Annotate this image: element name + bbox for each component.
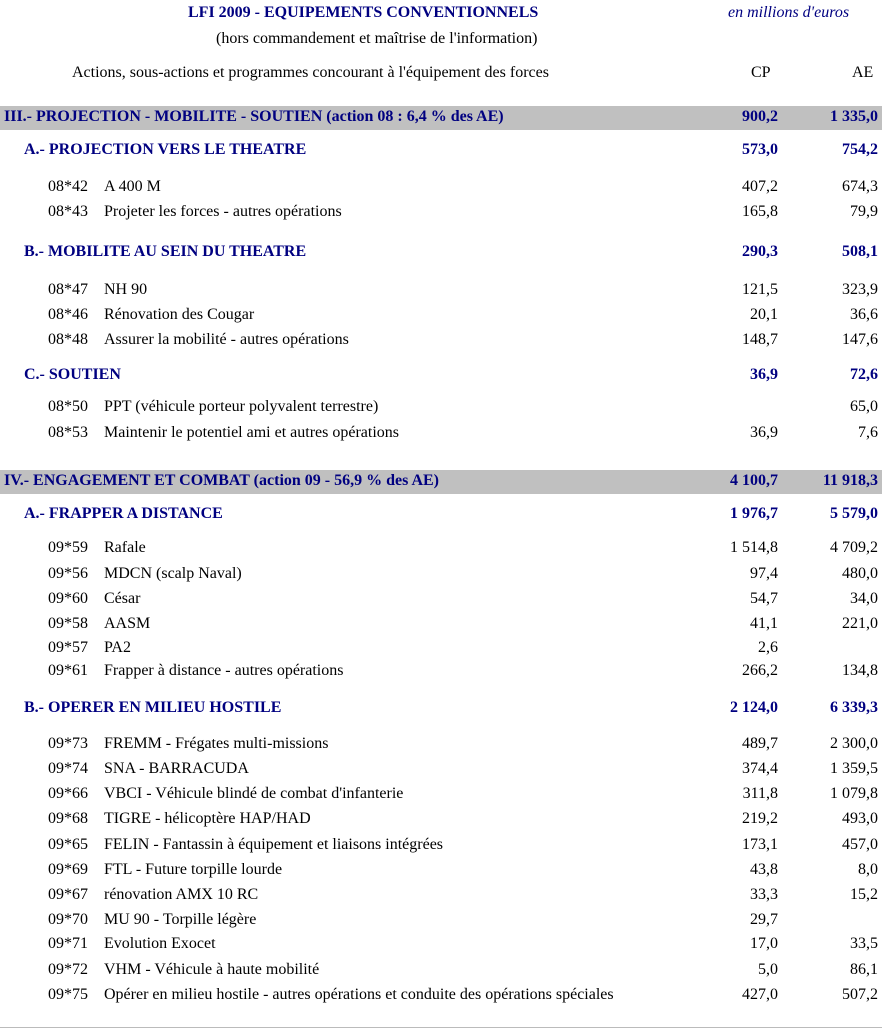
program-code: 08*48: [48, 331, 88, 348]
table-row: [48, 861, 282, 879]
action-label: III.- PROJECTION - MOBILITE - SOUTIEN (action 08 : 6,4 % des AE): [4, 108, 504, 125]
program-ae: 65,0: [850, 398, 878, 415]
program-cp: 311,8: [742, 785, 778, 802]
program-ae: 134,8: [842, 662, 878, 679]
program-ae: 7,6: [858, 424, 878, 441]
program-cp: 97,4: [750, 565, 778, 582]
page-title: LFI 2009 - EQUIPEMENTS CONVENTIONNELS: [188, 4, 539, 21]
table-row: [48, 565, 242, 583]
program-cp: 41,1: [750, 615, 778, 632]
program-code: 09*56: [48, 565, 88, 582]
table-row: [48, 331, 349, 349]
table-row: [48, 961, 319, 979]
bottom-divider: [0, 1027, 882, 1028]
program-name: FTL - Future torpille lourde: [104, 861, 283, 878]
program-name: Assurer la mobilité - autres opérations: [104, 331, 349, 348]
program-ae: 507,2: [842, 986, 878, 1003]
subaction-heading: A.- FRAPPER A DISTANCE: [24, 505, 223, 522]
program-name: Projeter les forces - autres opérations: [104, 203, 342, 220]
table-row: [48, 810, 311, 828]
program-ae: 2 300,0: [830, 735, 878, 752]
program-cp: 5,0: [758, 961, 778, 978]
program-name: Opérer en milieu hostile - autres opérations et conduite des opérations spéciales: [104, 986, 614, 1003]
table-row: [48, 836, 443, 854]
program-code: 08*53: [48, 424, 88, 441]
program-cp: 219,2: [742, 810, 778, 827]
table-row: [48, 281, 147, 299]
program-code: 09*73: [48, 735, 88, 752]
program-ae: 8,0: [858, 861, 878, 878]
program-code: 09*66: [48, 785, 88, 802]
program-code: 09*58: [48, 615, 88, 632]
program-name: MU 90 - Torpille légère: [104, 911, 257, 928]
program-name: TIGRE - hélicoptère HAP/HAD: [104, 810, 311, 827]
program-cp: 43,8: [750, 861, 778, 878]
subaction-ae: 72,6: [850, 366, 878, 383]
table-row: [48, 615, 150, 633]
program-name: Frapper à distance - autres opérations: [104, 662, 344, 679]
program-ae: 79,9: [850, 203, 878, 220]
program-code: 08*50: [48, 398, 88, 415]
program-cp: 1 514,8: [730, 539, 778, 556]
program-code: 09*59: [48, 539, 88, 556]
program-ae: 33,5: [850, 935, 878, 952]
program-code: 08*42: [48, 178, 88, 195]
program-ae: 457,0: [842, 836, 878, 853]
program-ae: 1 359,5: [830, 760, 878, 777]
program-ae: 4 709,2: [830, 539, 878, 556]
program-name: AASM: [104, 615, 151, 632]
subaction-ae: 6 339,3: [830, 699, 878, 716]
program-name: rénovation AMX 10 RC: [104, 886, 259, 903]
program-ae: 34,0: [850, 590, 878, 607]
program-code: 08*47: [48, 281, 88, 298]
program-name: Evolution Exocet: [104, 935, 216, 952]
program-cp: 173,1: [742, 836, 778, 853]
table-row: [48, 590, 140, 608]
column-header-label: Actions, sous-actions et programmes concourant à l'équipement des forces: [72, 64, 549, 81]
table-row: [48, 424, 399, 442]
action-band: [0, 470, 882, 494]
subaction-cp: 2 124,0: [730, 699, 778, 716]
program-name: Rénovation des Cougar: [104, 306, 255, 323]
program-cp: 148,7: [742, 331, 778, 348]
action-cp: 4 100,7: [730, 472, 778, 489]
program-ae: 221,0: [842, 615, 878, 632]
program-name: VBCI - Véhicule blindé de combat d'infanterie: [104, 785, 404, 802]
program-ae: 36,6: [850, 306, 878, 323]
program-cp: 374,4: [742, 760, 778, 777]
subaction-heading: C.- SOUTIEN: [24, 366, 121, 383]
program-ae: 1 079,8: [830, 785, 878, 802]
table-row: [48, 203, 342, 221]
program-code: 09*60: [48, 590, 88, 607]
program-name: Maintenir le potentiel ami et autres opérations: [104, 424, 400, 441]
action-cp: 900,2: [742, 108, 778, 125]
program-ae: 674,3: [842, 178, 878, 195]
program-cp: 29,7: [750, 911, 778, 928]
program-name: A 400 M: [104, 178, 161, 195]
table-row: [48, 785, 403, 803]
program-code: 09*71: [48, 935, 88, 952]
program-name: SNA - BARRACUDA: [104, 760, 249, 777]
program-cp: 54,7: [750, 590, 778, 607]
subaction-ae: 5 579,0: [830, 505, 878, 522]
table-row: [48, 735, 328, 753]
table-row: [48, 886, 258, 904]
program-cp: 36,9: [750, 424, 778, 441]
program-code: 09*70: [48, 911, 88, 928]
program-cp: 489,7: [742, 735, 778, 752]
column-header-ae: AE: [852, 64, 874, 81]
subaction-ae: 754,2: [842, 141, 878, 158]
column-header-cp: CP: [751, 64, 771, 81]
subaction-cp: 573,0: [742, 141, 778, 158]
subaction-heading: A.- PROJECTION VERS LE THEATRE: [24, 141, 307, 158]
program-name: Rafale: [104, 539, 146, 556]
table-row: [48, 398, 378, 416]
program-name: PA2: [104, 639, 131, 656]
program-code: 08*46: [48, 306, 88, 323]
program-ae: 86,1: [850, 961, 878, 978]
table-row: [48, 662, 343, 680]
program-code: 09*72: [48, 961, 88, 978]
program-ae: 15,2: [850, 886, 878, 903]
program-ae: 480,0: [842, 565, 878, 582]
table-row: [48, 935, 216, 953]
subaction-cp: 290,3: [742, 243, 778, 260]
action-ae: 1 335,0: [830, 108, 878, 125]
program-cp: 121,5: [742, 281, 778, 298]
program-name: FELIN - Fantassin à équipement et liaisons intégrées: [104, 836, 444, 853]
program-cp: 407,2: [742, 178, 778, 195]
program-cp: 165,8: [742, 203, 778, 220]
program-cp: 20,1: [750, 306, 778, 323]
program-cp: 427,0: [742, 986, 778, 1003]
table-row: [48, 539, 146, 557]
table-row: [48, 911, 256, 929]
program-name: FREMM - Frégates multi-missions: [104, 735, 329, 752]
subaction-heading: B.- MOBILITE AU SEIN DU THEATRE: [24, 243, 307, 260]
subaction-ae: 508,1: [842, 243, 878, 260]
program-code: 09*57: [48, 639, 88, 656]
program-cp: 266,2: [742, 662, 778, 679]
program-name: NH 90: [104, 281, 148, 298]
subaction-cp: 36,9: [750, 366, 778, 383]
program-code: 09*61: [48, 662, 88, 679]
table-row: [48, 760, 249, 778]
program-code: 09*67: [48, 886, 88, 903]
program-cp: 17,0: [750, 935, 778, 952]
program-ae: 493,0: [842, 810, 878, 827]
program-ae: 147,6: [842, 331, 878, 348]
table-row: [48, 639, 131, 657]
program-code: 09*65: [48, 836, 88, 853]
program-name: MDCN (scalp Naval): [104, 565, 242, 582]
table-row: [48, 986, 614, 1004]
page-subtitle: (hors commandement et maîtrise de l'information): [216, 30, 538, 47]
table-row: [48, 178, 161, 196]
program-name: César: [104, 590, 141, 607]
subaction-heading: B.- OPERER EN MILIEU HOSTILE: [24, 699, 282, 716]
program-name: PPT (véhicule porteur polyvalent terrestre): [104, 398, 379, 415]
program-name: VHM - Véhicule à haute mobilité: [104, 961, 320, 978]
program-ae: 323,9: [842, 281, 878, 298]
subaction-cp: 1 976,7: [730, 505, 778, 522]
program-code: 08*43: [48, 203, 88, 220]
program-code: 09*68: [48, 810, 88, 827]
program-code: 09*74: [48, 760, 88, 777]
action-ae: 11 918,3: [822, 472, 878, 489]
unit-note: en millions d'euros: [728, 4, 850, 21]
program-cp: 33,3: [750, 886, 778, 903]
table-row: [48, 306, 254, 324]
program-code: 09*69: [48, 861, 88, 878]
program-code: 09*75: [48, 986, 88, 1003]
action-label: IV.- ENGAGEMENT ET COMBAT (action 09 - 56,9 % des AE): [4, 472, 440, 489]
program-cp: 2,6: [758, 639, 778, 656]
action-band: [0, 106, 882, 130]
